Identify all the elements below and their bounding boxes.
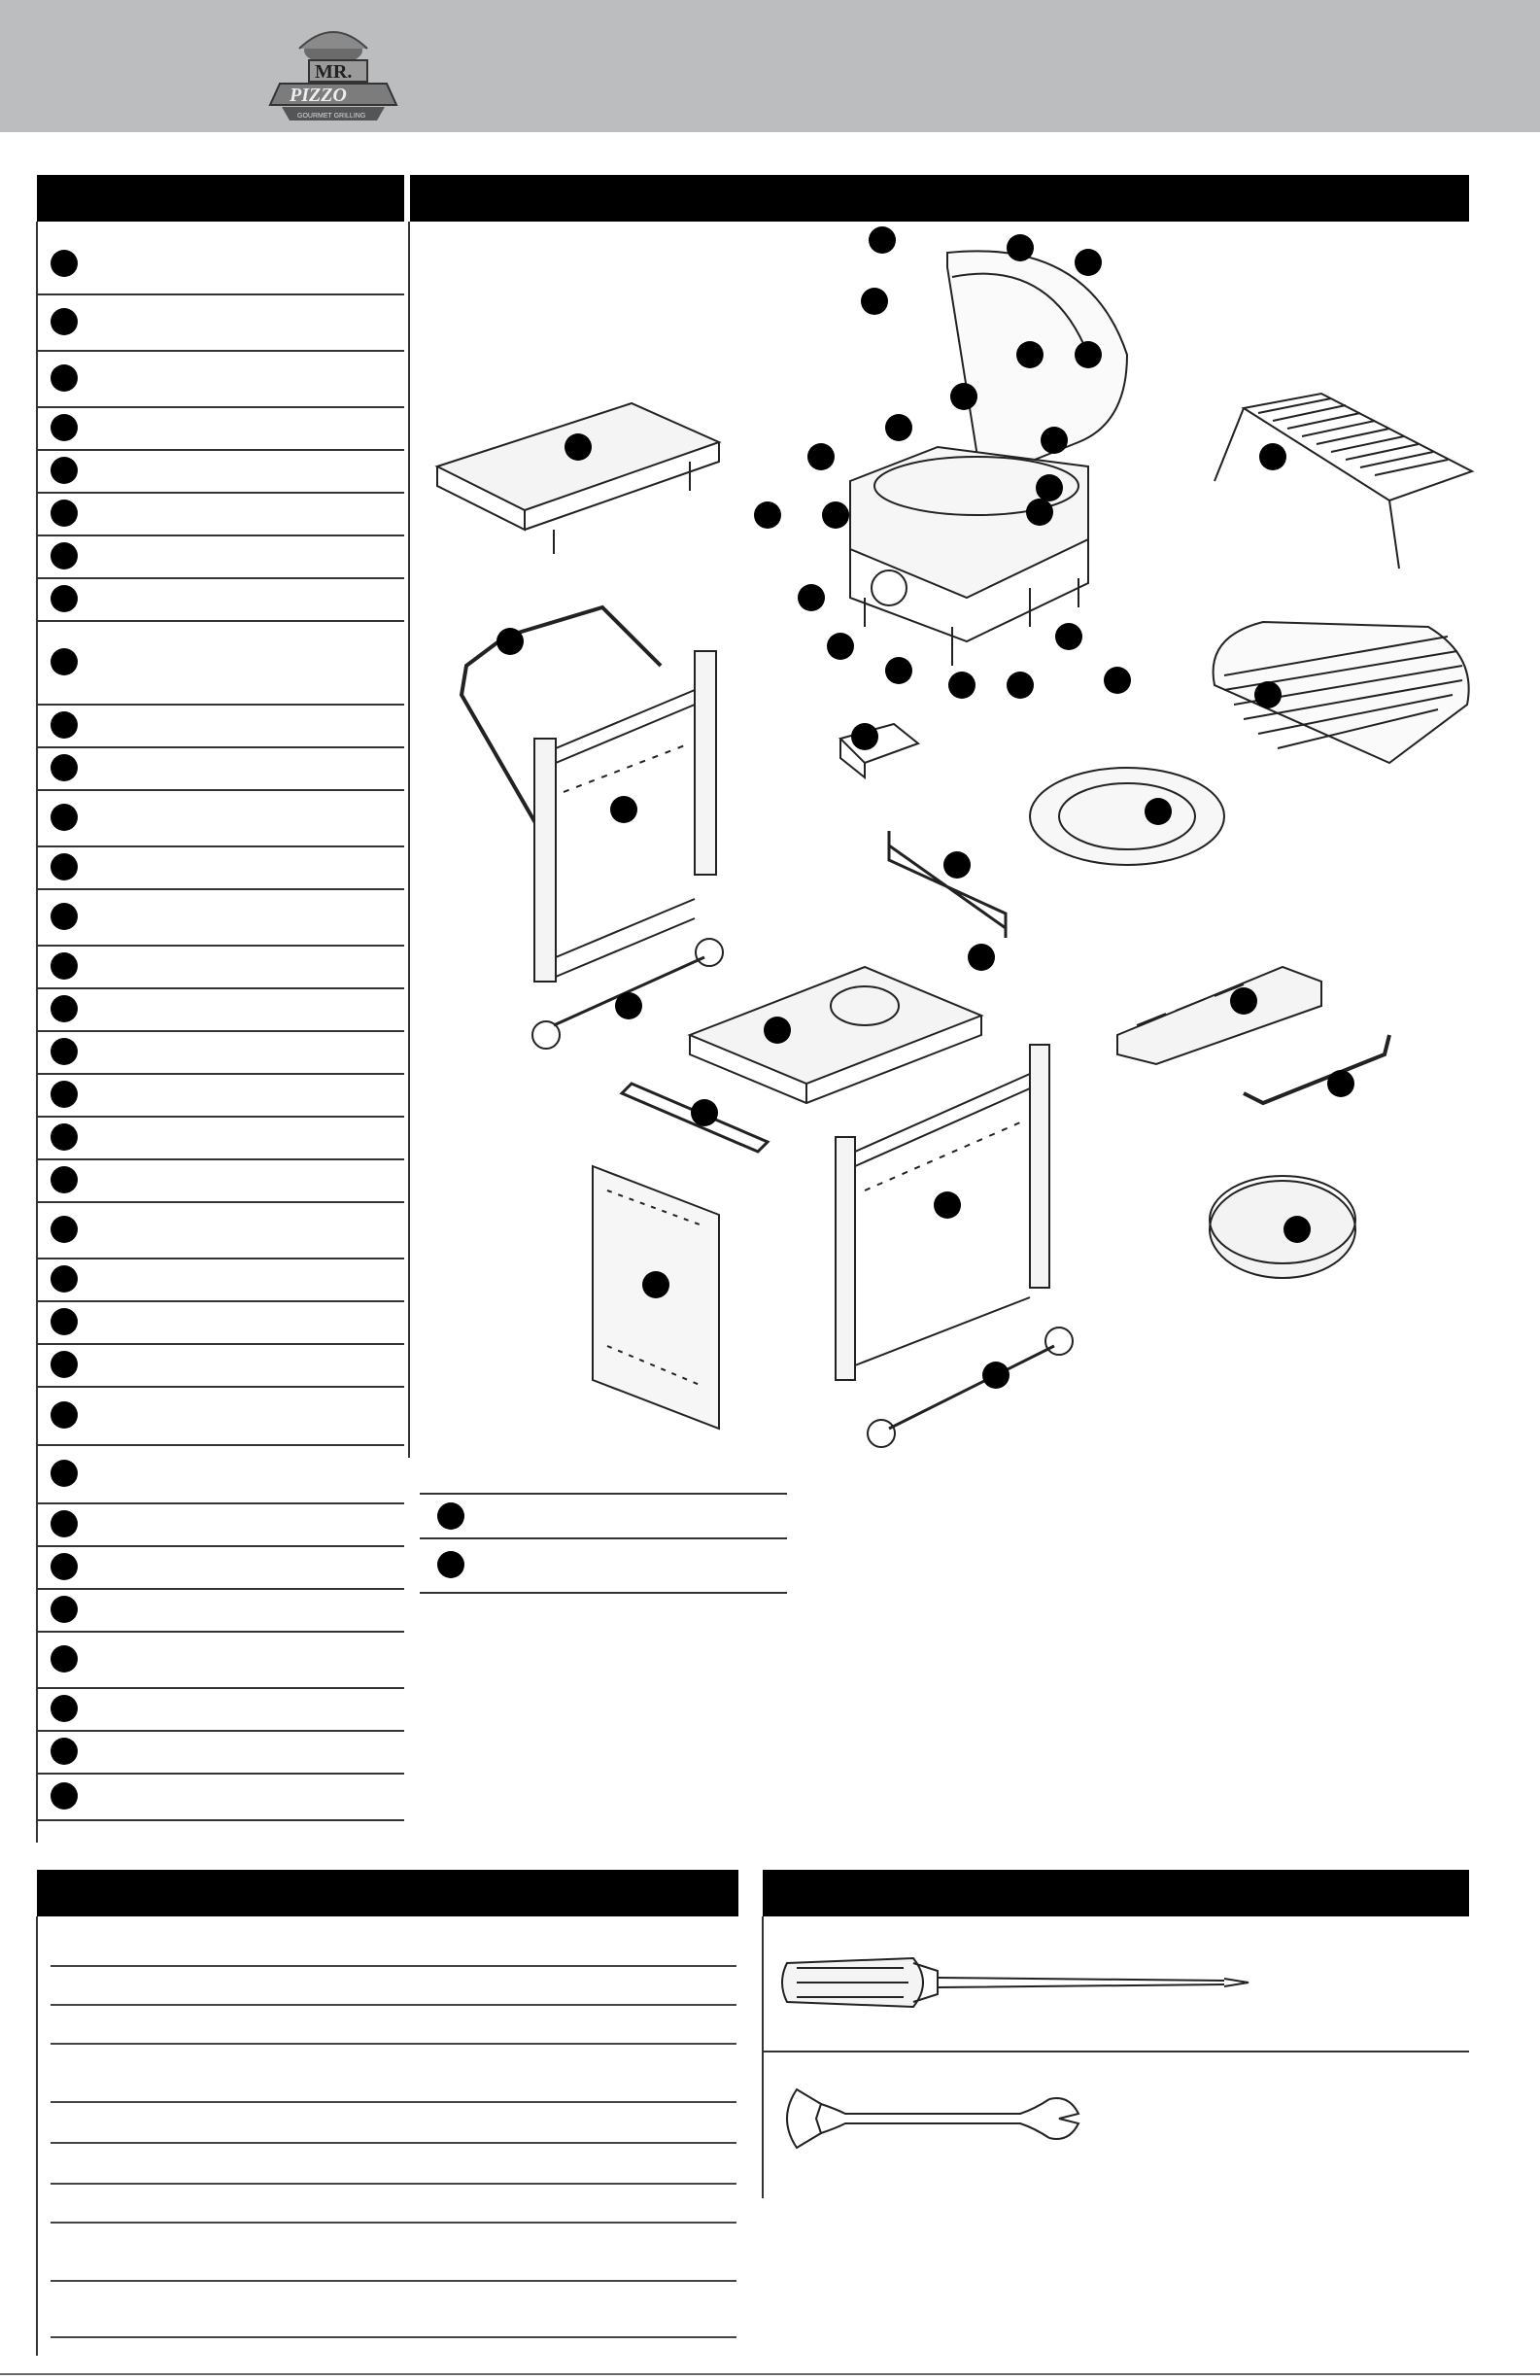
page-header: [0, 0, 1540, 132]
part-row: [37, 1545, 404, 1590]
part-row: [37, 535, 404, 579]
part-row: [37, 1588, 404, 1633]
part-row: [37, 293, 404, 352]
part-number-badge: [51, 804, 78, 831]
svg-text:GOURMET GRILLING: GOURMET GRILLING: [297, 113, 366, 120]
tools-left-border: [762, 1916, 764, 2198]
svg-text:MR.: MR.: [315, 61, 353, 83]
part-row: [37, 704, 404, 748]
part-row: [37, 1631, 404, 1689]
part-row: [37, 1444, 404, 1504]
part-row: [37, 789, 404, 847]
checklist-rule: [51, 2101, 736, 2103]
cross-brace-illustration: [889, 831, 1006, 938]
part-number-badge: [51, 754, 78, 781]
parts-list-header-bar: [37, 175, 404, 222]
part-number-badge: [51, 1401, 78, 1429]
checklist-header-bar: [37, 1870, 738, 1916]
part-row: [37, 449, 404, 494]
checklist-rule: [51, 2043, 736, 2045]
grill-exploded-diagram: [408, 219, 1477, 1463]
part-number-badge: [51, 903, 78, 930]
checklist-rule: [51, 2280, 736, 2282]
part-number-badge: [51, 995, 78, 1022]
part-number-badge: [51, 1308, 78, 1335]
part-number-badge: [51, 1596, 78, 1623]
hardware-number-badge: [437, 1551, 464, 1578]
part-number-badge: [51, 500, 78, 527]
part-number-badge: [51, 414, 78, 441]
part-number-badge: [51, 952, 78, 980]
part-number-badge: [51, 1216, 78, 1243]
part-number-badge: [51, 1645, 78, 1673]
right-side-shelf-illustration: [1117, 967, 1321, 1064]
mr-pizzo-logo: [260, 12, 406, 128]
part-row: [37, 620, 404, 706]
part-row: [37, 1687, 404, 1732]
part-number-badge: [51, 457, 78, 484]
part-number-badge: [51, 585, 78, 612]
part-row: [37, 1386, 404, 1446]
bottom-shelf-illustration: [690, 967, 981, 1103]
part-row: [37, 1773, 404, 1821]
part-row: [37, 945, 404, 989]
part-number-badge: [51, 1695, 78, 1722]
exploded-view-header-bar: [410, 175, 1469, 222]
part-row: [37, 1343, 404, 1388]
checklist-rule: [51, 2142, 736, 2144]
part-row: [37, 1073, 404, 1118]
part-number-badge: [51, 1166, 78, 1193]
left-towel-bar-illustration: [462, 637, 544, 831]
part-number-badge: [51, 308, 78, 335]
checklist-left-border: [36, 1916, 38, 2356]
part-number-badge: [51, 1265, 78, 1293]
side-handle-illustration: [1244, 1035, 1389, 1103]
part-row: [37, 1201, 404, 1259]
cooking-grate-illustration: [1214, 622, 1469, 763]
footer-rule: [0, 2373, 1540, 2375]
part-row: [37, 492, 404, 536]
part-number-badge: [51, 1553, 78, 1580]
part-row: [37, 577, 404, 622]
part-row: [37, 1158, 404, 1203]
warming-rack-illustration: [1215, 394, 1472, 569]
svg-text:PIZZO: PIZZO: [290, 85, 347, 106]
phillips-screwdriver-icon: [782, 1958, 1249, 2007]
checklist-rule: [51, 2336, 736, 2338]
hardware-row: [420, 1495, 787, 1539]
tools-header-bar: [763, 1870, 1469, 1916]
part-number-badge: [51, 1738, 78, 1765]
hardware-number-badge: [437, 1502, 464, 1530]
part-number-badge: [51, 1351, 78, 1378]
left-side-shelf-illustration: [437, 403, 719, 554]
part-number-badge: [51, 542, 78, 569]
part-number-badge: [51, 1460, 78, 1487]
part-number-badge: [51, 711, 78, 739]
part-row: [37, 406, 404, 451]
part-row: [37, 1730, 404, 1775]
tools-illustration: [768, 1924, 1467, 2187]
checklist-rule: [51, 1965, 736, 1967]
checklist-rule: [51, 2222, 736, 2224]
part-number-badge: [51, 1123, 78, 1151]
part-row: [37, 1300, 404, 1345]
part-row: [37, 1502, 404, 1547]
part-number-badge: [51, 1782, 78, 1810]
part-number-badge: [51, 1081, 78, 1108]
part-number-badge: [51, 648, 78, 675]
part-row: [37, 888, 404, 947]
part-number-badge: [51, 853, 78, 880]
checklist-rule: [51, 2004, 736, 2006]
part-row: [37, 1258, 404, 1302]
part-number-badge: [51, 364, 78, 392]
part-number-badge: [51, 1510, 78, 1537]
part-row: [37, 845, 404, 890]
part-number-badge: [51, 1038, 78, 1065]
hardware-row: [420, 1537, 787, 1594]
part-row: [37, 233, 404, 295]
part-number-badge: [51, 250, 78, 277]
part-row: [37, 1116, 404, 1160]
part-row: [37, 350, 404, 408]
part-row: [37, 987, 404, 1032]
open-end-wrench-icon: [787, 2089, 1078, 2148]
part-row: [37, 1030, 404, 1075]
part-row: [37, 746, 404, 791]
checklist-rule: [51, 2183, 736, 2185]
